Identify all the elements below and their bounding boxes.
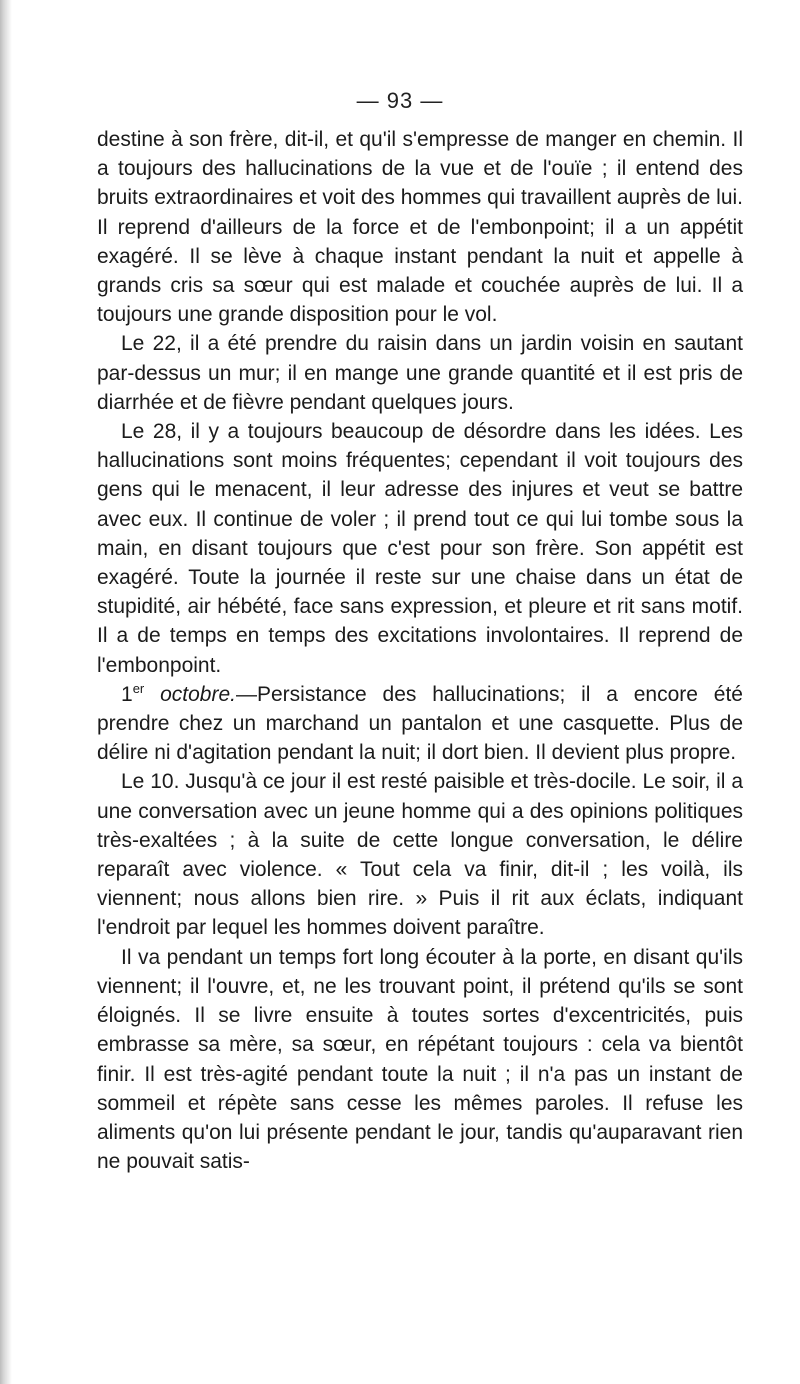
date-word: octobre. [160,682,236,706]
paragraph-5: Le 10. Jusqu'à ce jour il est resté paisible et très-docile. Le soir, il a une conversation avec un jeune homme qui a des opinions politiques très-exaltées ; à la suite de cette longue conversation, le délire reparaît avec violence. « Tout cela va finir, dit-il ; les voilà, ils viennent; nous allons bien rire. » Puis il rit aux éclats, indiquant l'endroit par lequel les hommes doivent paraître. [97,770,743,940]
date-superscript: er [132,680,145,696]
paragraph-6: Il va pendant un temps fort long écouter à la porte, en disant qu'ils viennent; il l'ouvre, et, ne les trouvant point, il prétend qu'ils se sont éloignés. Il se livre ensuite à toutes sortes d'excentricités, puis embrasse sa mère, sa sœur, en répétant toujours : cela va bientôt finir. Il est très-agité pendant toute la nuit ; il n'a pas un instant de sommeil et répète sans cesse les mêmes paroles. Il refuse les aliments qu'on lui présente pendant le jour, tandis qu'auparavant rien ne pouvait satis- [97,945,743,1174]
paragraph-1: destine à son frère, dit-il, et qu'il s'empresse de manger en chemin. Il a toujours des hallucinations de la vue et de l'ouïe ; il entend des bruits extraordinaires et voit des hommes qui travaillent auprès de lui. Il reprend d'ailleurs de la force et de l'embonpoint; il a un appétit exagéré. Il se lève à chaque instant pendant la nuit et appelle à grands cris sa sœur qui est malade et couchée auprès de lui. Il a toujours une grande disposition pour le vol. [97,128,743,327]
paragraph-3: Le 28, il y a toujours beaucoup de désordre dans les idées. Les hallucinations sont moins fréquentes; cependant il voit toujours des gens qui le menacent, il leur adresse des injures et veut se battre avec eux. Il continue de voler ; il prend tout ce qui lui tombe sous la main, en disant toujours que c'est pour son frère. Son appétit est exagéré. Toute la journée il reste sur une chaise dans un état de stupidité, air hébété, face sans expression, et pleure et rit sans motif. Il a de temps en temps des excitations involontaires. Il reprend de l'embonpoint. [97,420,743,677]
page-number: — 93 — [356,88,444,113]
body-text [97,125,743,1176]
scan-edge-shadow [0,0,12,1384]
date-number: 1 [121,682,133,706]
paragraph-4-text: —Persistance des hallucinations; il a encore été prendre chez un marchand un pantalon et une casquette. Plus de délire ni d'agitation pendant la nuit; il dort bien. Il devient plus propre. [97,682,743,765]
paragraph-4 [97,680,743,768]
paragraph-2: Le 22, il a été prendre du raisin dans un jardin voisin en sautant par-dessus un mur; il en mange une grande quantité et il est pris de diarrhée et de fièvre pendant quelques jours. [97,332,743,414]
